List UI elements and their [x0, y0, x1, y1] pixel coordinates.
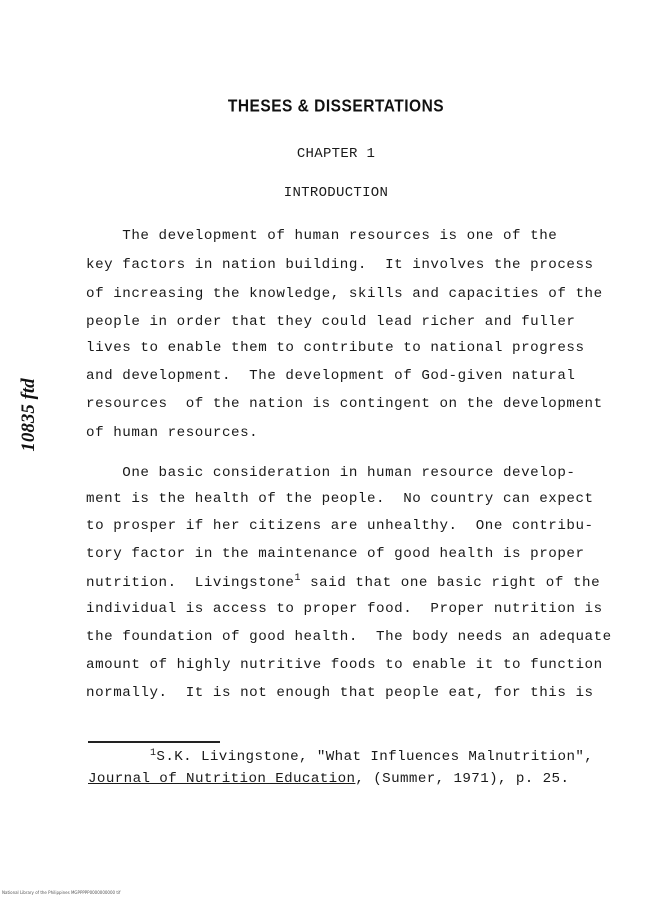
livingstone-rest: said that one basic right of the: [301, 575, 601, 591]
paragraph-2-line-1: One basic consideration in human resource develop-: [86, 465, 576, 481]
paragraph-1-line-6: and development. The development of God-given natural: [86, 368, 576, 384]
footnote-line-2: [88, 771, 569, 787]
paragraph-2-line-2: ment is the health of the people. No country can expect: [86, 491, 594, 507]
paragraph-1-line-2: key factors in nation building. It involves the process: [86, 257, 594, 273]
footnote-rule: [88, 741, 220, 743]
library-source-tag: National Library of the Philippines MGPPPPP0000000000 tif: [2, 890, 121, 895]
paragraph-1-line-8: of human resources.: [86, 425, 259, 441]
paragraph-1-line-1: The development of human resources is one of the: [86, 228, 558, 244]
footnote-details: , (Summer, 1971), p. 25.: [355, 771, 570, 787]
chapter-heading: CHAPTER 1: [296, 146, 376, 162]
paragraph-1-line-5: lives to enable them to contribute to national progress: [86, 340, 585, 356]
footnote-journal: Journal of Nutrition Education: [88, 771, 356, 787]
section-heading: INTRODUCTION: [283, 185, 389, 201]
paragraph-2-line-4: tory factor in the maintenance of good health is proper: [86, 546, 585, 562]
footnote-marker: 1: [150, 748, 157, 759]
paragraph-2-line-7: the foundation of good health. The body needs an adequate: [86, 629, 612, 645]
paragraph-2-line-3: to prosper if her citizens are unhealthy. One contribu-: [86, 518, 594, 534]
footnote-line-1: [150, 748, 593, 765]
paragraph-1-line-4: people in order that they could lead richer and fuller: [86, 314, 576, 330]
paragraph-2-line-6: individual is access to proper food. Proper nutrition is: [86, 601, 603, 617]
livingstone-text: nutrition. Livingstone: [86, 575, 295, 591]
paragraph-2-line-5: [86, 573, 600, 591]
handwritten-margin-note: 10835 ftd: [18, 378, 39, 452]
theses-dissertations-stamp: THESES & DISSERTATIONS: [227, 96, 445, 117]
footnote-citation: S.K. Livingstone, "What Influences Malnutrition",: [156, 749, 594, 765]
paragraph-2-line-8: amount of highly nutritive foods to enable it to function: [86, 657, 603, 673]
paragraph-2-line-9: normally. It is not enough that people eat, for this is: [86, 685, 594, 701]
paragraph-1-line-7: resources of the nation is contingent on the development: [86, 396, 603, 412]
footnote-reference: 1: [294, 573, 302, 584]
paragraph-1-line-3: of increasing the knowledge, skills and capacities of the: [86, 286, 603, 302]
